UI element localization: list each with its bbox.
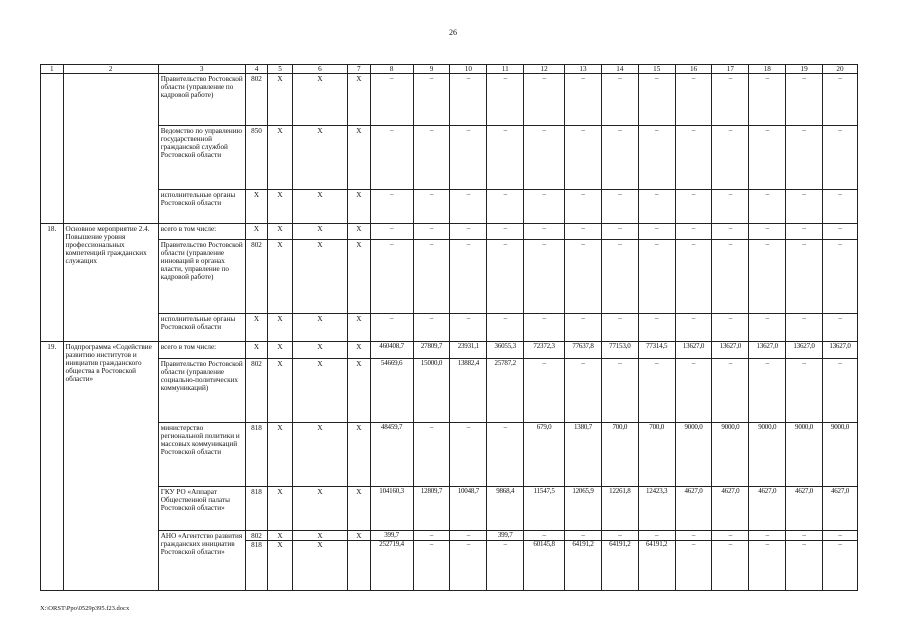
grbs-code-cell: X [245, 224, 268, 240]
executor-cell: Правительство Ростовской области (управление инноваций в органах власти, управление по кадровой работе) [158, 240, 245, 314]
budget-table [40, 64, 858, 591]
col5-cell-line: X [268, 532, 292, 541]
col7-cell: X [348, 487, 371, 531]
value-cell: – [638, 359, 675, 423]
value-cell: 700,0 [638, 423, 675, 487]
value-cell-line: – [712, 532, 748, 541]
executor-cell: ГКУ РО «Аппарат Общественной палаты Ростовской области» [158, 487, 245, 531]
value-cell-line: – [676, 532, 712, 541]
col6-cell: X [292, 423, 347, 487]
item-number-cell: 19. [41, 342, 64, 591]
value-cell: 48459,7 [370, 423, 413, 487]
item-number-cell [41, 74, 64, 224]
value-cell: – [712, 240, 749, 314]
value-cell: 23931,1 [450, 342, 487, 359]
value-cell: 9000,0 [822, 423, 857, 487]
header-cell: 3 [158, 65, 245, 74]
value-cell: – [675, 314, 712, 342]
executor-cell: всего в том числе: [158, 342, 245, 359]
value-cell: – [487, 314, 524, 342]
value-cell-line: 252719,4 [379, 539, 404, 548]
value-cell-line: – [639, 532, 675, 541]
grbs-code-cell: 818 [245, 423, 268, 487]
col5-cell: X [268, 224, 293, 240]
grbs-code-cell: 802 [245, 74, 268, 126]
value-cell: 12423,3 [638, 487, 675, 531]
value-cell [524, 531, 565, 591]
value-cell: – [565, 240, 602, 314]
value-cell: – [601, 359, 638, 423]
value-cell-line: – [503, 539, 507, 548]
grbs-code-cell: 850 [245, 126, 268, 190]
value-cell: – [786, 190, 823, 224]
grbs-code-cell: 802 [245, 359, 268, 423]
value-cell [370, 531, 413, 591]
executor-cell: исполнительные органы Ростовской области [158, 190, 245, 224]
col6-cell-line: X [317, 541, 323, 550]
item-name-cell: Подпрограмма «Содействие развитию институтов и инициатив гражданского общества в Ростовской области» [63, 342, 158, 591]
value-cell: – [786, 224, 823, 240]
value-cell-line: – [450, 532, 486, 541]
value-cell [601, 531, 638, 591]
value-cell: 460408,7 [370, 342, 413, 359]
col6-cell: X [292, 126, 347, 190]
value-cell: – [749, 224, 786, 240]
value-cell: – [601, 190, 638, 224]
grbs-code-cell: 818 [245, 487, 268, 531]
value-cell-line: – [728, 539, 733, 548]
value-cell: – [370, 126, 413, 190]
value-cell: – [450, 314, 487, 342]
col6-cell: X [292, 342, 347, 359]
executor-cell: Правительство Ростовской области (управление социально-политических коммуникаций) [158, 359, 245, 423]
table-row [41, 190, 858, 224]
header-cell: 18 [749, 65, 786, 74]
item-number-cell: 18. [41, 224, 64, 342]
col7-cell-line-empty [350, 541, 368, 549]
value-cell: – [712, 224, 749, 240]
col6-cell: X [292, 240, 347, 314]
value-cell [638, 531, 675, 591]
grbs-code-cell: X [245, 314, 268, 342]
value-cell: – [749, 190, 786, 224]
value-cell: 9868,4 [487, 487, 524, 531]
value-cell: 13627,0 [749, 342, 786, 359]
table-row [41, 74, 858, 126]
col7-cell: X [348, 314, 371, 342]
value-cell: – [524, 240, 565, 314]
col7-cell: X [348, 342, 371, 359]
value-cell: – [487, 240, 524, 314]
value-cell: – [786, 74, 823, 126]
value-cell-line: – [414, 532, 450, 541]
table-row [41, 423, 858, 487]
header-cell: 10 [450, 65, 487, 74]
header-cell: 1 [41, 65, 64, 74]
col5-cell: X [268, 240, 293, 314]
page-number: 26 [449, 28, 457, 37]
value-cell-line: – [823, 532, 857, 541]
value-cell: – [450, 126, 487, 190]
value-cell: 4627,0 [675, 487, 712, 531]
value-cell: 13627,0 [675, 342, 712, 359]
col6-cell: X [292, 487, 347, 531]
value-cell: 9000,0 [749, 423, 786, 487]
value-cell: 36055,3 [487, 342, 524, 359]
executor-cell: министерство региональной политики и массовых коммуникаций Ростовской области [158, 423, 245, 487]
col7-cell: X [348, 190, 371, 224]
col7-cell-line: X [348, 532, 370, 541]
value-cell: – [601, 74, 638, 126]
executor-cell: Ведомство по управлению государственной гражданской службой Ростовской области [158, 126, 245, 190]
value-cell: – [749, 74, 786, 126]
value-cell: – [565, 126, 602, 190]
value-cell: – [413, 224, 450, 240]
value-cell: – [413, 423, 450, 487]
value-cell-line: – [691, 539, 696, 548]
value-cell: – [601, 224, 638, 240]
executor-cell: АНО «Агентство развития гражданских инициатив Ростовской области» [158, 531, 245, 591]
col5-cell: X [268, 126, 293, 190]
col6-cell: X [292, 314, 347, 342]
col5-cell: X [268, 74, 293, 126]
table-row [41, 487, 858, 531]
value-cell-line: – [565, 532, 601, 541]
value-cell: – [370, 190, 413, 224]
value-cell: 13627,0 [786, 342, 823, 359]
value-cell: – [601, 240, 638, 314]
value-cell: – [786, 314, 823, 342]
value-cell: – [487, 224, 524, 240]
col5-cell-line: X [277, 541, 283, 550]
col7-cell [348, 531, 371, 591]
value-cell: – [565, 190, 602, 224]
value-cell: – [565, 314, 602, 342]
executor-cell: исполнительные органы Ростовской области [158, 314, 245, 342]
value-cell: – [822, 359, 857, 423]
col7-cell: X [348, 74, 371, 126]
value-cell: – [487, 126, 524, 190]
header-cell: 17 [712, 65, 749, 74]
value-cell: 9000,0 [675, 423, 712, 487]
header-cell: 16 [675, 65, 712, 74]
value-cell: – [565, 359, 602, 423]
value-cell: – [370, 224, 413, 240]
col7-cell: X [348, 359, 371, 423]
value-cell: – [749, 126, 786, 190]
value-cell: – [450, 423, 487, 487]
value-cell: – [524, 74, 565, 126]
grbs-code-cell-line: 802 [246, 532, 268, 541]
value-cell [675, 531, 712, 591]
value-cell: – [675, 190, 712, 224]
grbs-code-cell-line: 818 [251, 541, 262, 550]
value-cell: – [749, 359, 786, 423]
col6-cell: X [292, 224, 347, 240]
value-cell: – [822, 240, 857, 314]
value-cell: 13627,0 [822, 342, 857, 359]
value-cell: 679,0 [524, 423, 565, 487]
value-cell: – [413, 240, 450, 314]
col6-cell-line: X [293, 532, 347, 541]
value-cell: – [450, 224, 487, 240]
value-cell-line: 60145,8 [533, 539, 555, 548]
col6-cell: X [292, 359, 347, 423]
value-cell: – [487, 190, 524, 224]
table-row [41, 224, 858, 240]
value-cell: – [712, 126, 749, 190]
executor-cell: всего в том числе: [158, 224, 245, 240]
value-cell: – [487, 423, 524, 487]
header-cell: 6 [292, 65, 347, 74]
value-cell: – [450, 240, 487, 314]
value-cell: 25787,2 [487, 359, 524, 423]
value-cell: – [450, 74, 487, 126]
grbs-code-cell: X [245, 190, 268, 224]
value-cell: – [749, 240, 786, 314]
value-cell [712, 531, 749, 591]
col6-cell: X [292, 190, 347, 224]
value-cell: – [601, 126, 638, 190]
value-cell: – [822, 224, 857, 240]
value-cell: – [450, 190, 487, 224]
value-cell: – [675, 224, 712, 240]
value-cell: – [524, 126, 565, 190]
value-cell: – [638, 190, 675, 224]
col5-cell: X [268, 423, 293, 487]
table-row [41, 126, 858, 190]
value-cell: – [524, 190, 565, 224]
value-cell-line: – [802, 539, 806, 548]
value-cell: 1380,7 [565, 423, 602, 487]
col5-cell: X [268, 190, 293, 224]
value-cell-line: – [524, 532, 564, 541]
value-cell: 13627,0 [712, 342, 749, 359]
value-cell: 15000,0 [413, 359, 450, 423]
header-cell: 9 [413, 65, 450, 74]
item-name-cell: Основное мероприятие 2.4. Повышение уровня профессиональных компетенций гражданских служащих [63, 224, 158, 342]
value-cell: – [749, 314, 786, 342]
value-cell: 54669,6 [370, 359, 413, 423]
value-cell-line: – [765, 539, 769, 548]
col7-cell: X [348, 240, 371, 314]
value-cell: 104160,3 [370, 487, 413, 531]
value-cell [565, 531, 602, 591]
table-row [41, 359, 858, 423]
value-cell: 11547,5 [524, 487, 565, 531]
value-cell: – [638, 74, 675, 126]
value-cell: – [712, 74, 749, 126]
col7-cell: X [348, 126, 371, 190]
table-row [41, 531, 858, 591]
value-cell: – [712, 314, 749, 342]
value-cell: – [822, 314, 857, 342]
value-cell: – [370, 74, 413, 126]
value-cell: 12261,8 [601, 487, 638, 531]
value-cell: – [413, 126, 450, 190]
value-cell: – [638, 126, 675, 190]
header-cell: 12 [524, 65, 565, 74]
value-cell: 4627,0 [786, 487, 823, 531]
grbs-code-cell: X [245, 342, 268, 359]
col5-cell: X [268, 487, 293, 531]
header-cell: 20 [822, 65, 857, 74]
value-cell [786, 531, 823, 591]
col5-cell [268, 531, 293, 591]
value-cell: – [638, 240, 675, 314]
value-cell: – [370, 314, 413, 342]
value-cell: 4627,0 [712, 487, 749, 531]
value-cell: – [786, 359, 823, 423]
value-cell [749, 531, 786, 591]
value-cell: 77314,5 [638, 342, 675, 359]
col5-cell: X [268, 314, 293, 342]
value-cell: – [786, 126, 823, 190]
col6-cell: X [292, 74, 347, 126]
value-cell: – [413, 74, 450, 126]
value-cell: 9000,0 [712, 423, 749, 487]
header-cell: 11 [487, 65, 524, 74]
value-cell: 13882,4 [450, 359, 487, 423]
value-cell-line: – [429, 539, 434, 548]
header-row [41, 65, 858, 74]
value-cell [487, 531, 524, 591]
value-cell: – [675, 240, 712, 314]
value-cell: 4627,0 [822, 487, 857, 531]
value-cell [450, 531, 487, 591]
value-cell: 77153,0 [601, 342, 638, 359]
header-cell: 14 [601, 65, 638, 74]
value-cell-line: 64191,2 [572, 539, 594, 548]
col7-cell: X [348, 423, 371, 487]
value-cell: 4627,0 [749, 487, 786, 531]
table-row [41, 240, 858, 314]
header-cell: 8 [370, 65, 413, 74]
value-cell: 700,0 [601, 423, 638, 487]
col6-cell [292, 531, 347, 591]
value-cell: – [565, 74, 602, 126]
value-cell: – [712, 190, 749, 224]
value-cell: 72372,3 [524, 342, 565, 359]
value-cell: – [487, 74, 524, 126]
header-cell: 15 [638, 65, 675, 74]
value-cell-line: – [602, 532, 638, 541]
header-cell: 19 [786, 65, 823, 74]
value-cell: – [822, 126, 857, 190]
value-cell: 10048,7 [450, 487, 487, 531]
col5-cell: X [268, 359, 293, 423]
table-row [41, 342, 858, 359]
footer-file-path: X:\ORST\Ppo\0529p395.f23.docx [40, 605, 130, 612]
value-cell: – [822, 74, 857, 126]
value-cell: 9000,0 [786, 423, 823, 487]
value-cell: – [786, 240, 823, 314]
value-cell: – [413, 190, 450, 224]
value-cell-line: 64191,2 [646, 539, 668, 548]
value-cell: – [565, 224, 602, 240]
value-cell: – [413, 314, 450, 342]
header-cell: 4 [245, 65, 268, 74]
value-cell-line: – [786, 532, 822, 541]
header-cell: 5 [268, 65, 293, 74]
grbs-code-cell: 802 [245, 240, 268, 314]
value-cell-line: – [466, 539, 471, 548]
grbs-code-cell [245, 531, 268, 591]
value-cell: 12065,9 [565, 487, 602, 531]
value-cell: – [638, 314, 675, 342]
header-cell: 7 [348, 65, 371, 74]
value-cell: – [712, 359, 749, 423]
value-cell: 77637,8 [565, 342, 602, 359]
value-cell: – [524, 314, 565, 342]
value-cell: – [822, 190, 857, 224]
value-cell: 12809,7 [413, 487, 450, 531]
value-cell: – [675, 359, 712, 423]
value-cell-line: 399,7 [371, 532, 413, 541]
value-cell [822, 531, 857, 591]
executor-cell: Правительство Ростовской области (управление по кадровой работе) [158, 74, 245, 126]
value-cell: – [524, 224, 565, 240]
value-cell: – [524, 359, 565, 423]
header-cell: 13 [565, 65, 602, 74]
value-cell-line: – [749, 532, 785, 541]
header-cell: 2 [63, 65, 158, 74]
value-cell-line: – [838, 539, 842, 548]
value-cell-line: 399,7 [487, 532, 523, 541]
value-cell: – [675, 74, 712, 126]
col7-cell: X [348, 224, 371, 240]
value-cell: – [370, 240, 413, 314]
table-row [41, 314, 858, 342]
item-name-cell [63, 74, 158, 224]
value-cell: – [601, 314, 638, 342]
value-cell [413, 531, 450, 591]
value-cell: 27809,7 [413, 342, 450, 359]
value-cell-line: 64191,2 [609, 539, 631, 548]
value-cell: – [675, 126, 712, 190]
col5-cell: X [268, 342, 293, 359]
value-cell: – [638, 224, 675, 240]
